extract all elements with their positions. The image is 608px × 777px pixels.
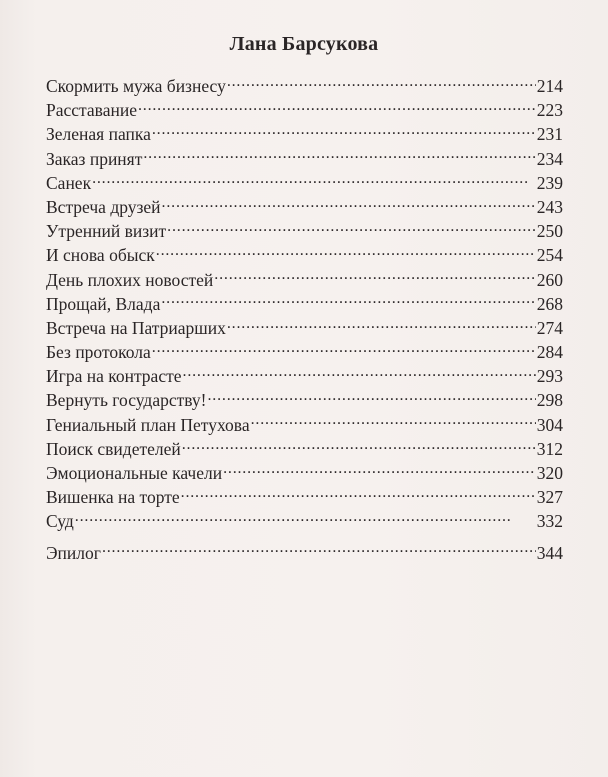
toc-entry-page: 344 xyxy=(536,542,563,563)
dot-leader xyxy=(167,220,536,238)
toc-entry xyxy=(46,98,563,122)
toc-entry-epilogue xyxy=(46,541,563,565)
toc-entry-page: 332 xyxy=(536,511,563,532)
dot-leader xyxy=(214,268,535,286)
dot-leader xyxy=(156,244,536,262)
dot-leader xyxy=(162,195,536,213)
toc-entry xyxy=(46,171,563,195)
dot-leader xyxy=(152,123,536,141)
toc-entry xyxy=(46,364,563,388)
toc-entry-page: 312 xyxy=(536,438,563,459)
toc-entry-page: 320 xyxy=(536,463,563,483)
toc-entry-page: 214 xyxy=(536,76,563,96)
table-of-contents xyxy=(46,74,563,565)
toc-entry-page: 284 xyxy=(536,342,563,363)
dot-leader xyxy=(183,365,536,383)
toc-entry-title: Расставание xyxy=(46,100,137,121)
dot-leader xyxy=(161,292,535,310)
toc-entry xyxy=(46,509,563,533)
dot-leader xyxy=(251,413,536,431)
toc-entry-page: 274 xyxy=(536,317,563,338)
toc-entry xyxy=(46,485,563,509)
toc-entry-title: И снова обыск xyxy=(46,245,155,266)
dot-leader xyxy=(102,541,536,559)
toc-entry-page: 239 xyxy=(536,172,563,193)
toc-entry-page: 243 xyxy=(536,196,563,217)
toc-entry-title: День плохих новостей xyxy=(46,269,214,290)
toc-entry-title: Гениальный план Петухова xyxy=(46,414,250,435)
toc-entry-title: Эпилог xyxy=(46,542,101,563)
toc-entry xyxy=(46,388,563,412)
dot-leader xyxy=(223,462,536,480)
toc-entry-title: Заказ принят xyxy=(46,148,143,169)
dot-leader xyxy=(227,75,536,93)
toc-entry xyxy=(46,243,563,267)
toc-entry xyxy=(46,413,563,437)
toc-entry xyxy=(46,316,563,340)
toc-entry-title: Прощай, Влада xyxy=(46,293,161,314)
toc-entry-title: Утренний визит xyxy=(46,221,167,242)
toc-entry xyxy=(46,195,563,219)
toc-entry-title: Эмоциональные качели xyxy=(46,463,223,483)
toc-entry-page: 304 xyxy=(536,414,563,435)
toc-entry xyxy=(46,147,563,171)
toc-entry-title: Суд xyxy=(46,511,74,532)
toc-entry-title: Зеленая папка xyxy=(46,124,151,145)
dot-leader xyxy=(92,171,536,189)
dot-leader xyxy=(182,437,536,455)
dot-leader xyxy=(208,389,536,407)
toc-entry-page: 293 xyxy=(536,366,563,387)
toc-entry-title: Игра на контрасте xyxy=(46,366,182,387)
toc-entry xyxy=(46,461,563,485)
toc-entry-title: Санек xyxy=(46,172,92,193)
author-heading: Лана Барсукова xyxy=(229,33,379,55)
toc-entry-page: 231 xyxy=(536,124,563,145)
toc-entry-title: Поиск свидетелей xyxy=(46,438,181,459)
toc-entry xyxy=(46,74,563,98)
toc-entry-title: Скормить мужа бизнесу xyxy=(46,76,226,96)
toc-entry xyxy=(46,268,563,292)
dot-leader xyxy=(138,99,536,117)
toc-entry-page: 260 xyxy=(536,269,563,290)
toc-entry-title: Вишенка на торте xyxy=(46,487,180,508)
toc-entry-page: 223 xyxy=(536,100,563,121)
toc-entry-title: Вернуть государству! xyxy=(46,390,207,411)
toc-entry-title: Без протокола xyxy=(46,342,151,363)
dot-leader xyxy=(143,147,535,165)
dot-leader xyxy=(181,486,536,504)
toc-entry-title: Встреча на Патриарших xyxy=(46,317,226,338)
toc-entry-page: 234 xyxy=(536,148,563,169)
toc-entry xyxy=(46,122,563,146)
toc-entry xyxy=(46,437,563,461)
toc-entry xyxy=(46,292,563,316)
toc-entry-page: 250 xyxy=(536,221,563,242)
toc-entry-title: Встреча друзей xyxy=(46,196,161,217)
toc-entry-page: 298 xyxy=(536,390,563,411)
dot-leader xyxy=(152,341,536,359)
toc-entry-page: 327 xyxy=(536,487,563,508)
toc-entry-page: 254 xyxy=(536,245,563,266)
dot-leader xyxy=(227,316,536,334)
toc-entry-page: 268 xyxy=(536,293,563,314)
toc-entry xyxy=(46,340,563,364)
toc-entry xyxy=(46,219,563,243)
dot-leader xyxy=(75,510,536,528)
